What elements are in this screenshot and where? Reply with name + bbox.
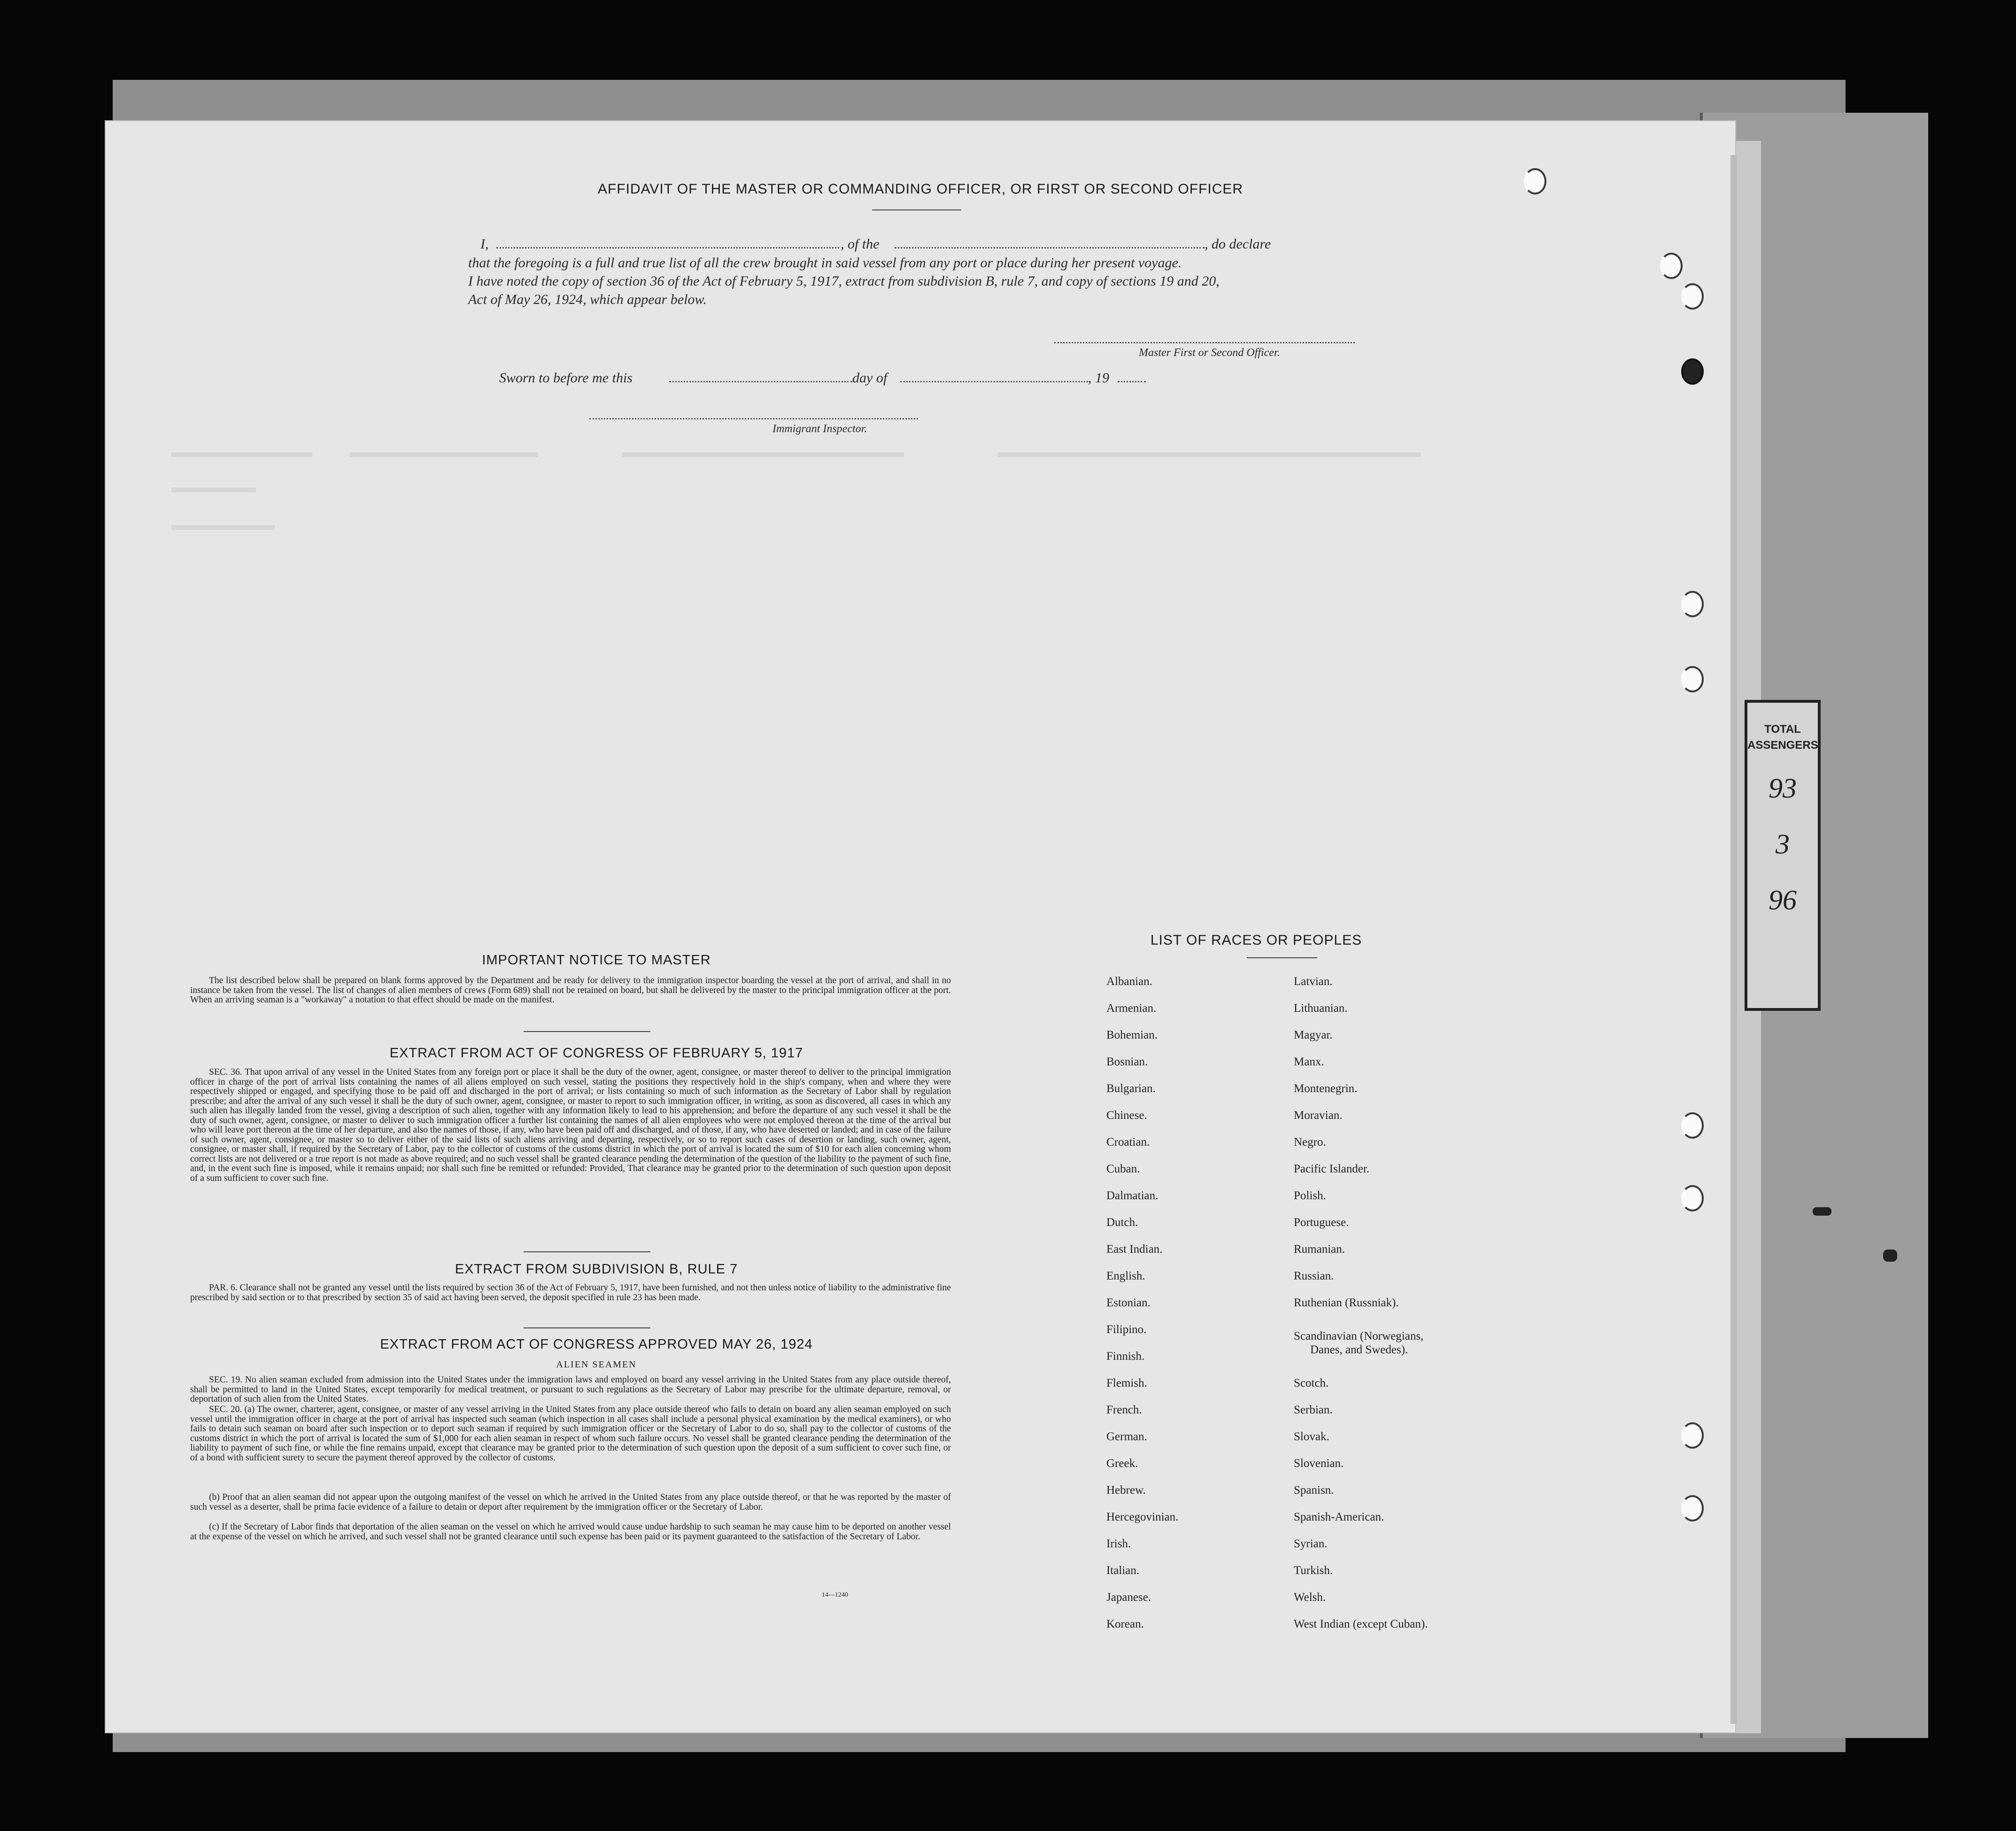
- divider: [524, 1251, 650, 1252]
- extract-1917-title: EXTRACT FROM ACT OF CONGRESS OF FEBRUARY 5, 1917: [389, 1046, 803, 1061]
- race-left-24: Japanese.: [1106, 1591, 1151, 1604]
- race-left-7: Croatian.: [1106, 1136, 1150, 1148]
- race-right-24: Welsh.: [1294, 1591, 1326, 1604]
- race-left-9: Dalmatian.: [1106, 1189, 1159, 1202]
- race-left-21: Hercegovinian.: [1106, 1511, 1179, 1523]
- race-right-25: West Indian (except Cuban).: [1294, 1618, 1428, 1630]
- affidavit-line-2: that the foregoing is a full and true list of all the crew brought in said vessel from any port or place during her present voyage.: [468, 255, 1182, 271]
- divider: [524, 1031, 650, 1032]
- rule7-title: EXTRACT FROM SUBDIVISION B, RULE 7: [455, 1262, 738, 1277]
- race-right-9: Polish.: [1294, 1189, 1326, 1202]
- race-left-11: East Indian.: [1106, 1243, 1163, 1256]
- master-signature-blank[interactable]: [1054, 342, 1355, 343]
- race-right-6: Moravian.: [1294, 1109, 1343, 1122]
- race-right-7: Negro.: [1294, 1136, 1326, 1148]
- vessel-blank[interactable]: [895, 247, 1205, 248]
- race-left-17: French.: [1106, 1404, 1142, 1416]
- bleed-through-mark: [622, 452, 904, 457]
- race-right-12: Russian.: [1294, 1270, 1334, 1282]
- race-left-1: Albanian.: [1106, 975, 1152, 988]
- totals-value-2: 3: [1776, 829, 1790, 860]
- affidavit-line-4: Act of May 26, 1924, which appear below.: [468, 292, 707, 307]
- title-divider: [872, 209, 961, 210]
- race-right-2: Lithuanian.: [1294, 1002, 1348, 1015]
- punch-hole-icon: [1681, 1185, 1704, 1211]
- race-left-15: Finnish.: [1106, 1350, 1145, 1363]
- punch-hole-icon: [1681, 591, 1704, 617]
- race-left-16: Flemish.: [1106, 1377, 1147, 1389]
- race-right-17: Serbian.: [1294, 1404, 1333, 1416]
- totals-value-3: 96: [1769, 884, 1797, 916]
- sworn-year-blank[interactable]: [1118, 381, 1146, 382]
- bleed-through-mark: [171, 525, 275, 530]
- race-right-18: Slovak.: [1294, 1430, 1329, 1443]
- ink-mark: [1813, 1207, 1831, 1216]
- race-right-15: Danes, and Swedes).: [1310, 1343, 1408, 1356]
- bleed-through-mark: [171, 452, 312, 457]
- race-left-25: Korean.: [1106, 1618, 1144, 1630]
- race-left-12: English.: [1106, 1270, 1145, 1282]
- race-left-14: Filipino.: [1106, 1323, 1147, 1336]
- race-left-10: Dutch.: [1106, 1216, 1138, 1229]
- sec19-text: SEC. 19. No alien seaman excluded from admission into the United States under the immigration laws and employed on board any vessel arriving in the United States from any place outside thereof, shall be permitted to land in the United States, except temporarily for medical treatment, or pursuant to such regulations as the Secretary of Labor may prescribe for the ultimate departure, removal, or deportation of such alien from the United States.: [190, 1375, 951, 1404]
- sec20c-text: (c) If the Secretary of Labor finds that deportation of the alien seaman on the vessel on which he arrived would cause undue hardship to such seaman he may cause him to be deported on another vessel at the expense of the vessel on which he arrived, and such vessel shall not be granted clearance until such expense has been paid or its payment guaranteed to the satisfaction of the Secretary of Labor.: [190, 1522, 951, 1542]
- race-right-3: Magyar.: [1294, 1029, 1333, 1041]
- affidavit-i-label: I,: [480, 236, 489, 252]
- sworn-day-label: day of: [852, 370, 888, 386]
- punch-hole-icon: [1681, 358, 1704, 385]
- affidavit-declare-label: , do declare: [1205, 236, 1271, 252]
- race-right-23: Turkish.: [1294, 1564, 1333, 1577]
- race-right-4: Manx.: [1294, 1055, 1324, 1068]
- totals-value-1: 93: [1769, 773, 1797, 804]
- race-left-8: Cuban.: [1106, 1163, 1140, 1175]
- sec20a-text: SEC. 20. (a) The owner, charterer, agent, consignee, or master of any vessel arriving in the United States from any place outside thereof who fails to detain on board any alien seaman employed on such vessel until the immigration officer in charge at the port of arrival has inspected such seaman (which inspection in all cases shall include a personal physical examination by the medical examiners), or who fails to detain such seaman on board after such inspection or to deport such seaman if required by such immigration officer or the Secretary of Labor to do so, shall pay to the collector of customs of the customs district in which the port of arrival is located the sum of $1,000 for each alien seaman in respect of whom such failure occurs. No vessel shall be granted clearance pending the determination of the liability to payment of such fine, or while the fine remains unpaid, except that clearance may be granted prior to the determination of such question upon the deposit of a sum sufficient to cover such fine, or of a bond with sufficient surety to secure the payment thereof approved by the collector of customs.: [190, 1404, 951, 1463]
- affidavit-title: AFFIDAVIT OF THE MASTER OR COMMANDING OFFICER, OR FIRST OR SECOND OFFICER: [597, 181, 1244, 197]
- race-left-19: Greek.: [1106, 1457, 1138, 1470]
- bleed-through-mark: [998, 452, 1421, 457]
- inspector-caption: Immigrant Inspector.: [772, 423, 867, 435]
- race-left-23: Italian.: [1106, 1564, 1140, 1577]
- ink-mark: [1883, 1249, 1897, 1262]
- punch-hole-icon: [1681, 1495, 1704, 1521]
- race-left-20: Hebrew.: [1106, 1484, 1146, 1497]
- race-right-22: Syrian.: [1294, 1537, 1328, 1550]
- page-edge: [1730, 155, 1737, 1724]
- notice-title: IMPORTANT NOTICE TO MASTER: [482, 953, 711, 968]
- race-right-19: Slovenian.: [1294, 1457, 1344, 1470]
- extract-1917-text: SEC. 36. That upon arrival of any vessel in the United States from any foreign port or place it shall be the duty of the owner, agent, consignee, or master thereof to deliver to the principal immigration officer in charge of the port of arrival lists containing the names of all aliens employed on such vessel, stating the positions they respectively hold in the ship's company, when and where they were respectively shipped or engaged, and specifying those to be paid off and discharged in the port of arrival; or lists containing so much of such information as the Secretary of Labor shall by regulation prescribe; and after the arrival of any such vessel it shall be the duty of such owner, agent, consignee, or master to report to such immigration officer, in writing, as soon as discovered, all cases in which any such alien has illegally landed from the vessel, giving a description of such alien, together with any information likely to lead to his apprehension; and before the departure of any such vessel it shall be the duty of such owner, agent, consignee, or master to deliver to such immigration officer a further list containing the names of all alien employees who were not employed thereon at the time of the arrival but who will leave port thereon at the time of her departure, and also the names of those, if any, who have been paid off and discharged, and of those, if any, who have deserted or landed; and in case of the failure of such owner, agent, consignee, or master so to deliver either of the said lists of such aliens arriving and departing, respectively, or so to report such cases of desertion or landing, such owner, agent, consignee, or master shall, if required by the Secretary of Labor, pay to the collector of customs of the customs district in which the port of arrival is located the sum of $10 for each alien concerning whom correct lists are not delivered or a true report is not made as above required; and no such vessel shall be granted clearance pending the determination of the question of the liability to the payment of such fine, and, in the event such fine is imposed, while it remains unpaid; nor shall such fine be remitted or refunded: Provided, That clearance may be granted prior to the determination of such question upon deposit of a sum sufficient to cover such fine.: [190, 1067, 951, 1183]
- race-right-14: Scandinavian (Norwegians,: [1294, 1330, 1424, 1342]
- bleed-through-mark: [171, 488, 256, 492]
- race-right-20: Spanisn.: [1294, 1484, 1334, 1497]
- races-title: LIST OF RACES OR PEOPLES: [1150, 932, 1362, 948]
- inspector-signature-blank[interactable]: [589, 418, 918, 419]
- sec20b-text: (b) Proof that an alien seaman did not appear upon the outgoing manifest of the vessel on which he arrived in the United States from any place outside thereof, or that he was reported by the master of such vessel as a deserter, shall be prima facie evidence of a failure to detain or deport after requirement by the immigration officer or the Secretary of Labor.: [190, 1492, 951, 1512]
- totals-header-line1: TOTAL: [1764, 723, 1801, 736]
- sworn-date-blank[interactable]: [669, 381, 852, 382]
- race-right-10: Portuguese.: [1294, 1216, 1349, 1229]
- race-right-11: Rumanian.: [1294, 1243, 1345, 1256]
- race-right-5: Montenegrin.: [1294, 1082, 1358, 1095]
- extract-1924-title: EXTRACT FROM ACT OF CONGRESS APPROVED MAY 26, 1924: [380, 1337, 813, 1352]
- race-left-22: Irish.: [1106, 1537, 1131, 1550]
- affidavit-of-the-label: , of the: [841, 236, 880, 252]
- race-left-13: Estonian.: [1106, 1296, 1151, 1309]
- master-caption: Master First or Second Officer.: [1139, 347, 1280, 359]
- totals-header-line2: ASSENGERS: [1747, 739, 1818, 752]
- race-left-4: Bosnian.: [1106, 1055, 1148, 1068]
- race-left-5: Bulgarian.: [1106, 1082, 1156, 1095]
- bleed-through-mark: [350, 452, 538, 457]
- punch-hole-icon: [1681, 1422, 1704, 1449]
- extract-1924-subtitle: ALIEN SEAMEN: [556, 1359, 637, 1370]
- form-number: 14—1240: [822, 1591, 848, 1598]
- totals-tab: [1745, 700, 1821, 1011]
- punch-hole-icon: [1681, 283, 1704, 310]
- race-left-18: German.: [1106, 1430, 1147, 1443]
- race-left-2: Armenian.: [1106, 1002, 1157, 1015]
- affidavit-page: [106, 121, 1735, 1732]
- rule7-text: PAR. 6. Clearance shall not be granted any vessel until the lists required by section 36 of the Act of February 5, 1917, have been furnished, and not then unless notice of liability to the administrative fine prescribed by said section or to that prescribed by section 35 of said act having been served, the deposit specified in rule 23 has been made.: [190, 1283, 951, 1303]
- race-right-16: Scotch.: [1294, 1377, 1329, 1389]
- sworn-month-blank[interactable]: [900, 381, 1088, 382]
- notice-text: The list described below shall be prepared on blank forms approved by the Department and be ready for delivery to the immigration inspector boarding the vessel at the port of arrival, and shall in no instance be taken from the vessel. The list of changes of alien members of crews (Form 689) shall not be retained on board, but shall be delivered by the master to the principal immigration officer at the port. When an arriving seaman is a "workaway" a notation to that effect should be made on the manifest.: [190, 976, 951, 1005]
- race-right-13: Ruthenian (Russniak).: [1294, 1296, 1399, 1309]
- name-blank[interactable]: [496, 247, 839, 248]
- sworn-label: Sworn to before me this: [499, 370, 633, 386]
- race-right-1: Latvian.: [1294, 975, 1333, 988]
- punch-hole-icon: [1660, 253, 1683, 279]
- divider: [524, 1327, 650, 1328]
- races-divider: [1247, 957, 1317, 958]
- punch-hole-icon: [1524, 168, 1546, 194]
- race-right-8: Pacific Islander.: [1294, 1163, 1370, 1175]
- punch-hole-icon: [1681, 1112, 1704, 1139]
- race-left-3: Bohemian.: [1106, 1029, 1158, 1041]
- race-left-6: Chinese.: [1106, 1109, 1147, 1122]
- sworn-year-label: , 19: [1088, 370, 1109, 386]
- punch-hole-icon: [1681, 666, 1704, 692]
- affidavit-line-3: I have noted the copy of section 36 of the Act of February 5, 1917, extract from subdivision B, rule 7, and copy of sections 19 and 20,: [468, 273, 1220, 289]
- race-right-21: Spanish-American.: [1294, 1511, 1384, 1523]
